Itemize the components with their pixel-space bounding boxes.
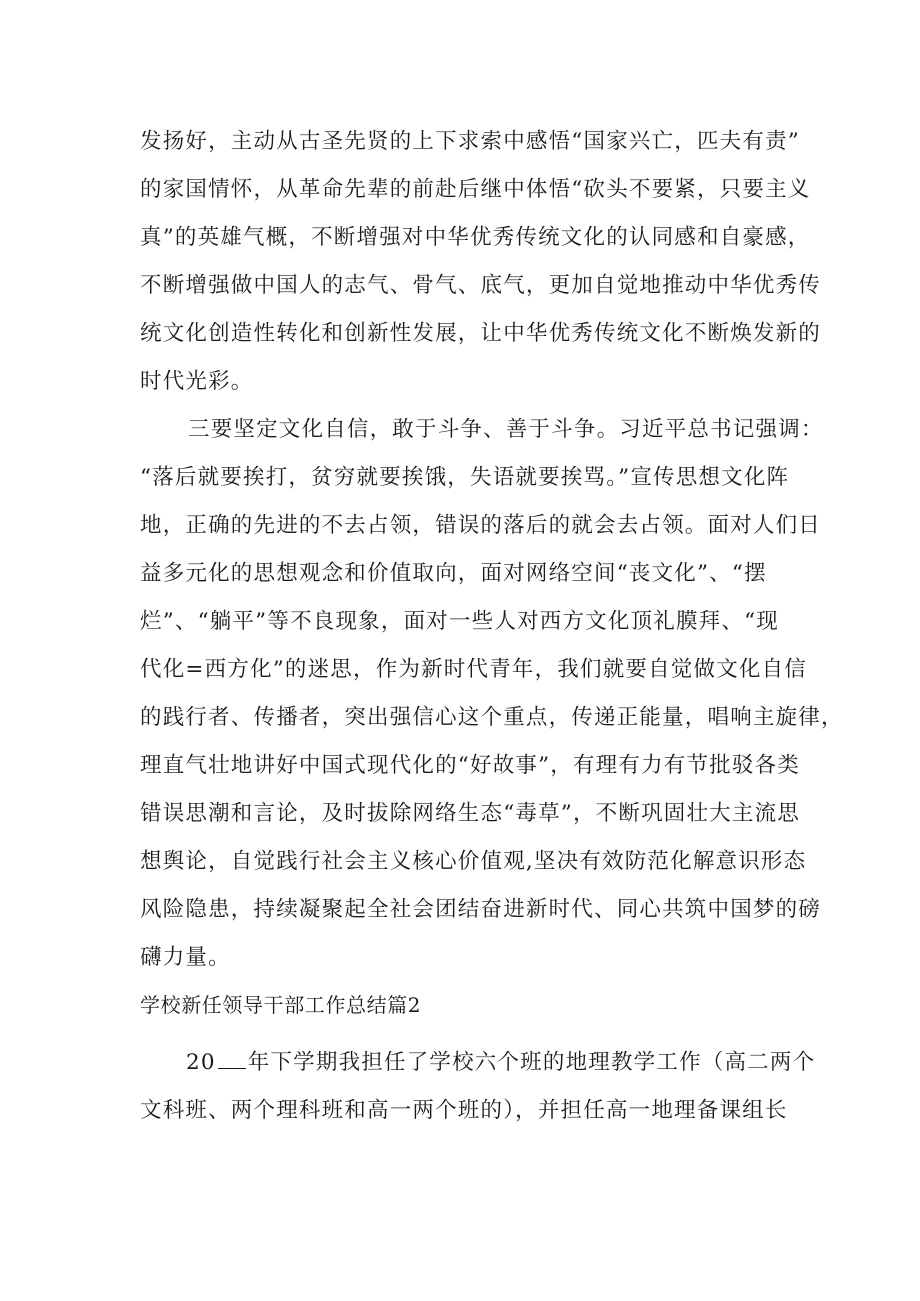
paragraph-line: 想舆论，自觉践行社会主义核心价值观,坚决有效防范化解意识形态 (140, 849, 807, 874)
paragraph-line: 理直气壮地讲好中国式现代化的“好故事”，有理有力有节批驳各类 (140, 753, 800, 778)
paragraph-line: 风险隐患，持续凝聚起全社会团结奋进新时代、同心共筑中国梦的磅 (140, 897, 822, 922)
year-prefix: 20 (186, 1050, 216, 1075)
paragraph-line: 礴力量。 (140, 945, 231, 970)
paragraph-line: 三要坚定文化自信，敢于斗争、善于斗争。习近平总书记强调： (188, 417, 824, 442)
fill-in-blank (218, 1046, 246, 1069)
paragraph-line: 代化=西方化”的迷思，作为新时代青年，我们就要自觉做文化自信 (140, 657, 808, 682)
paragraph-line: 时代光彩。 (140, 369, 254, 394)
paragraph-line: 不断增强做中国人的志气、骨气、底气，更加自觉地推动中华优秀传 (140, 273, 822, 298)
paragraph-line: “落后就要挨打，贫穷就要挨饿，失语就要挨骂。”宣传思想文化阵 (140, 465, 790, 490)
paragraph-line: 错误思潮和言论，及时拔除网络生态“毒草”，不断巩固壮大主流思 (140, 801, 800, 826)
paragraph-line: 烂”、“躺平”等不良现象，面对一些人对西方文化顶礼膜拜、“现 (140, 609, 779, 634)
paragraph-line: 发扬好，主动从古圣先贤的上下求索中感悟“国家兴亡，匹夫有责” (140, 129, 800, 154)
paragraph-line: 地，正确的先进的不去占领，错误的落后的就会去占领。面对人们日 (140, 513, 822, 538)
paragraph-line: 的家国情怀，从革命先辈的前赴后继中体悟“砍头不要紧，只要主义 (140, 177, 811, 202)
paragraph-line: 益多元化的思想观念和价值取向，面对网络空间“丧文化”、“摆 (140, 561, 767, 586)
paragraph-line: 统文化创造性转化和创新性发展，让中华优秀传统文化不断焕发新的 (140, 321, 822, 346)
paragraph-line (186, 1043, 815, 1083)
paragraph-line-text: 年下学期我担任了学校六个班的地理教学工作（高二两个 (247, 1050, 816, 1075)
paragraph-line: 的践行者、传播者，突出强信心这个重点，传递正能量，唱响主旋律， (140, 705, 844, 730)
paragraph-line: 文科班、两个理科班和高一两个班的），并担任高一地理备课组长 (140, 1098, 788, 1123)
section-heading: 学校新任领导干部工作总结篇2 (140, 993, 422, 1017)
paragraph-line: 真”的英雄气概，不断增强对中华优秀传统文化的认同感和自豪感， (140, 225, 811, 250)
